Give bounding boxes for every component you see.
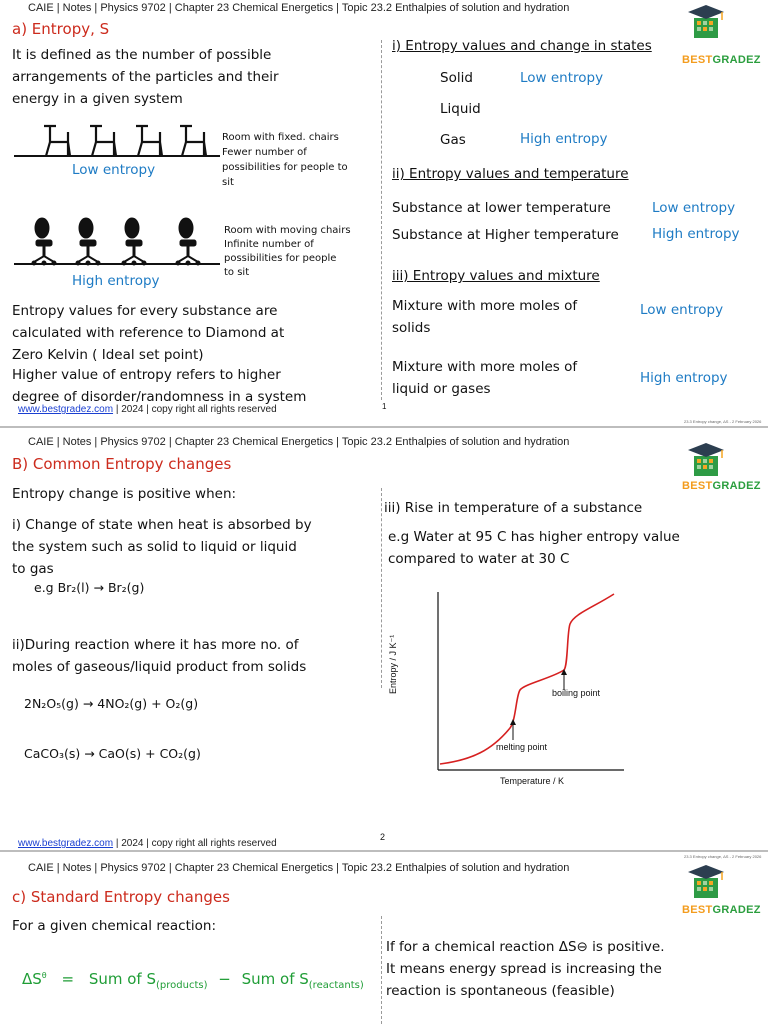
section-title: a) Entropy, S: [12, 20, 110, 38]
temperature-heading: ii) Entropy values and temperature: [392, 166, 629, 182]
tiny-footer-note: 23.3 Entropy change, ΔS - 2 February 2026: [684, 854, 762, 859]
bestgradez-logo: BESTGRADEZ: [680, 4, 768, 56]
temp-row-entropy: Low entropy: [652, 200, 736, 216]
case-2-text: ii)During reaction where it has more no. of moles of gaseous/liquid product from solids: [12, 637, 307, 675]
entropy-definition: It is defined as the number of possible arrangements of the particles and their energy in a given system: [12, 47, 279, 107]
equation-1: 2N₂O₅(g) → 4NO₂(g) + O₂(g): [24, 696, 199, 711]
page-footer: www.bestgradez.com | 2024 | copy right all rights reserved: [18, 838, 277, 849]
spontaneous-text: If for a chemical reaction ΔS⊖ is positive. It means energy spread is increasing the reaction is spontaneous (feasible): [386, 939, 665, 999]
column-divider: [381, 40, 382, 400]
y-axis-label: Entropy / J K⁻¹: [388, 634, 398, 694]
page-2: [0, 428, 768, 850]
temp-row-entropy: High entropy: [652, 226, 740, 242]
mix-row-text: Mixture with more moles of solids: [392, 298, 578, 336]
page-number: 1: [382, 402, 387, 411]
positive-when: Entropy change is positive when:: [12, 486, 237, 502]
column-divider: [381, 916, 382, 1024]
melting-point-label: melting point: [496, 742, 548, 752]
temp-row-text: Substance at Higher temperature: [392, 227, 619, 243]
column-divider: [381, 488, 382, 688]
moving-chairs-illustration: [14, 214, 220, 266]
page-header: CAIE | Notes | Physics 9702 | Chapter 23 Chemical Energetics | Topic 23.2 Enthalpies of solution and hydration: [28, 2, 570, 14]
case-1-text: i) Change of state when heat is absorbed by the system such as solid to liquid or liquid to gas: [12, 517, 312, 577]
high-entropy-label: High entropy: [72, 273, 160, 289]
page-footer: www.bestgradez.com | 2024 | copy right all rights reserved: [18, 404, 277, 415]
tiny-footer-note: 23.3 Entropy change, ΔS - 2 February 2026: [684, 419, 762, 424]
temp-row-text: Substance at lower temperature: [392, 200, 611, 216]
boiling-point-label: boiling point: [552, 688, 601, 698]
page-header: CAIE | Notes | Physics 9702 | Chapter 23 Chemical Energetics | Topic 23.2 Enthalpies of solution and hydration: [28, 436, 570, 448]
page-3: [0, 852, 768, 1024]
mix-row-entropy: Low entropy: [640, 302, 724, 318]
reaction-intro: For a given chemical reaction:: [12, 918, 216, 934]
state-row: Gas: [440, 132, 466, 148]
fixed-chairs-illustration: [14, 118, 220, 158]
graduation-cap-icon: [680, 864, 740, 902]
equation-2: CaCO₃(s) → CaO(s) + CO₂(g): [24, 746, 201, 761]
entropy-curve: [440, 594, 614, 764]
reference-text: Entropy values for every substance are calculated with reference to Diamond at Zero Kelvin ( Ideal set point): [12, 303, 285, 363]
bestgradez-logo: BESTGRADEZ: [680, 442, 768, 494]
example-1: e.g Br₂(l) → Br₂(g): [34, 580, 145, 595]
footer-link[interactable]: www.bestgradez.com: [18, 838, 114, 849]
fixed-chairs-note: Room with fixed. chairs Fewer number of possibilities for people to sit: [222, 132, 348, 188]
low-entropy-label: Low entropy: [72, 162, 156, 178]
page-1: [0, 0, 768, 426]
mix-row-text: Mixture with more moles of liquid or gases: [392, 359, 578, 397]
moving-chairs-note: Room with moving chairs Infinite number of possibilities for people to sit: [224, 225, 351, 278]
case-3-text: iii) Rise in temperature of a substance: [384, 500, 643, 516]
x-axis-label: Temperature / K: [500, 776, 565, 786]
mix-row-entropy: High entropy: [640, 370, 728, 386]
graduation-cap-icon: [680, 4, 740, 42]
mixture-heading: iii) Entropy values and mixture: [392, 268, 600, 284]
melting-arrow-head: [510, 719, 516, 725]
state-entropy: High entropy: [520, 131, 608, 147]
page-number: 2: [380, 832, 386, 842]
state-row: Liquid: [440, 101, 481, 117]
state-entropy: Low entropy: [520, 70, 604, 86]
footer-link[interactable]: www.bestgradez.com: [18, 404, 114, 415]
disorder-text: Higher value of entropy refers to higher degree of disorder/randomness in a system: [12, 367, 307, 405]
example-3: e.g Water at 95 C has higher entropy value compared to water at 30 C: [388, 529, 680, 567]
graduation-cap-icon: [680, 442, 740, 480]
standard-entropy-formula: $\Delta S^\theta$ = Sum of $S_{(products)}$ − Sum of $S_{(reactants)}$: [22, 970, 364, 991]
section-title: B) Common Entropy changes: [12, 455, 232, 473]
section-title: c) Standard Entropy changes: [12, 888, 230, 906]
page-header: CAIE | Notes | Physics 9702 | Chapter 23 Chemical Energetics | Topic 23.2 Enthalpies of solution and hydration: [28, 862, 570, 874]
state-row: Solid: [440, 70, 473, 86]
bestgradez-logo: BESTGRADEZ: [680, 864, 768, 916]
states-heading: i) Entropy values and change in states: [392, 38, 652, 54]
